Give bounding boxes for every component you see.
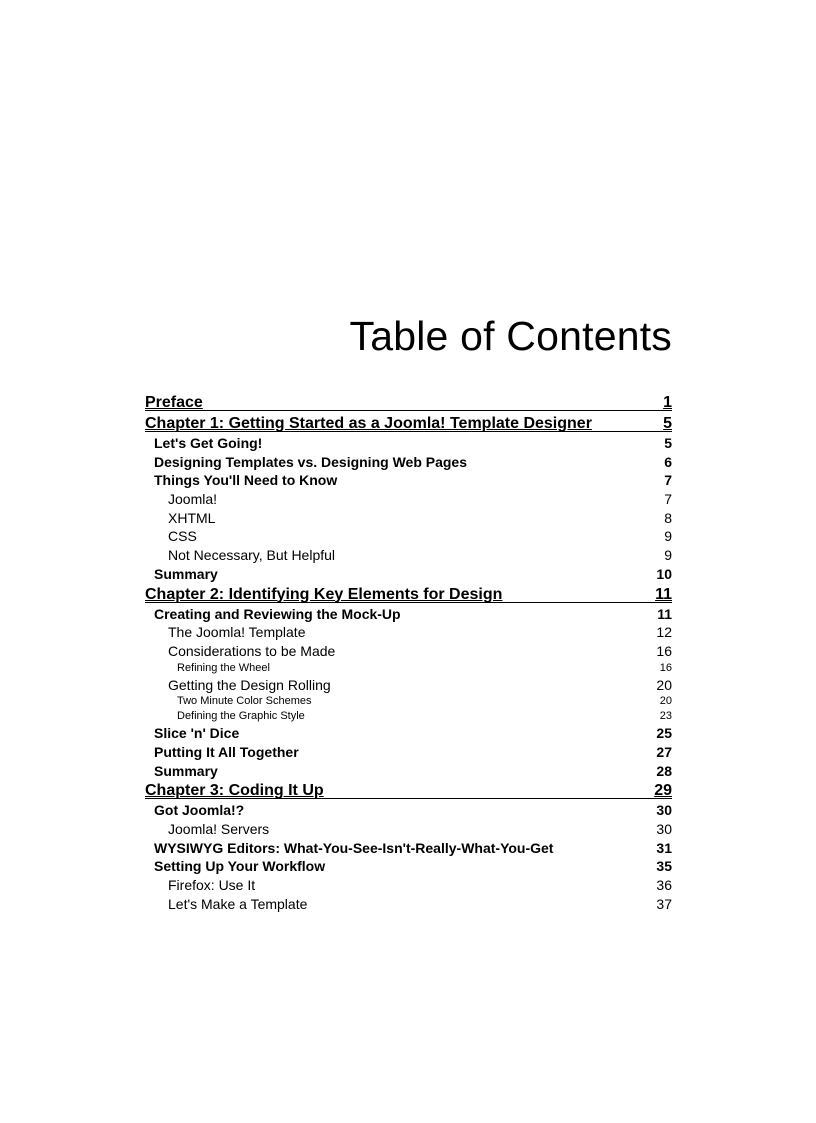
toc-entry-page-number: 23 [659,710,672,723]
toc-entry[interactable] [145,839,672,858]
toc-entry-page-number: 5 [664,435,672,451]
toc-entry-page-number: 7 [664,491,672,508]
toc-entry-title: Getting the Design Rolling [168,676,331,693]
toc-entry[interactable] [145,724,672,743]
toc-entry-page-number: 35 [656,858,672,875]
toc-entry-page-number: 6 [664,453,672,470]
toc-entry-title: Joomla! [168,491,218,508]
toc-chapter-entry[interactable] [145,413,672,434]
toc-entry-page-number: 11 [657,605,672,622]
toc-entry-title: Joomla! Servers [168,821,270,837]
toc-entry-title: Summary [154,762,218,779]
toc-entry-title: CSS [168,528,197,545]
toc-entry[interactable] [145,471,672,490]
toc-entry-title: Defining the Graphic Style [177,710,305,723]
toc-entry-title: WYSIWYG Editors: What-You-See-Isn't-Really-What-You-Get [154,839,554,856]
toc-entry[interactable] [145,676,672,695]
toc-entry-page-number: 25 [656,725,672,742]
toc-entry[interactable] [145,709,672,724]
toc-entry-title: Preface [145,394,203,411]
toc-chapter-entry[interactable] [145,780,672,801]
toc-entry[interactable] [145,605,672,624]
toc-entry-title: Designing Templates vs. Designing Web Pages [154,453,468,470]
toc-entry[interactable] [145,642,672,661]
toc-entry-title: Chapter 2: Identifying Key Elements for Design [145,585,503,603]
toc-entry-page-number: 8 [664,509,672,526]
toc-entry-page-number: 27 [656,743,672,760]
toc-entry[interactable] [145,801,672,820]
toc-entry[interactable] [145,565,672,584]
toc-entry-page-number: 16 [656,642,672,659]
page-title: Table of Contents [349,313,672,359]
toc-entry[interactable] [145,820,672,839]
toc-entry[interactable] [145,623,672,642]
toc-entry-page-number: 37 [656,895,672,912]
toc-entry-title: Two Minute Color Schemes [177,695,312,708]
toc-entry-page-number: 20 [656,676,672,693]
toc-entry-title: Firefox: Use It [168,877,256,894]
toc-entry[interactable] [145,743,672,762]
toc-entry[interactable] [145,876,672,895]
toc-entry-page-number: 9 [664,528,672,545]
toc-entry-page-number: 16 [659,661,672,674]
toc-entry-title: Got Joomla!? [154,802,245,819]
toc-entry[interactable] [145,509,672,528]
toc-entry-title: Let's Get Going! [154,435,263,451]
toc-entry-title: Slice 'n' Dice [154,725,240,742]
toc-entry-title: Considerations to be Made [168,642,336,659]
toc-entry[interactable] [145,527,672,546]
toc-entry-title: Things You'll Need to Know [154,472,338,489]
toc-chapter-entry[interactable] [145,584,672,605]
toc-entry-page-number: 11 [655,585,672,603]
toc-entry-title: Summary [154,565,218,582]
toc-entry-page-number: 9 [664,547,672,564]
toc-entry-title: Not Necessary, But Helpful [168,547,336,564]
toc-entry[interactable] [145,434,672,453]
toc-entry[interactable] [145,661,672,676]
toc-entry-page-number: 36 [656,877,672,894]
toc-entry-page-number: 5 [663,415,672,432]
toc-entry-page-number: 30 [656,802,672,819]
toc-entry-page-number: 10 [656,565,672,582]
toc-chapter-entry[interactable] [145,392,672,413]
toc-entry-title: XHTML [168,509,216,526]
toc-entry-page-number: 12 [656,624,672,641]
toc-entry-page-number: 7 [664,472,672,489]
toc-entry-title: Chapter 1: Getting Started as a Joomla! Template Designer [145,415,592,432]
toc-entry-title: The Joomla! Template [168,624,306,641]
toc-entry[interactable] [145,762,672,781]
toc-entry[interactable] [145,546,672,565]
toc-entry[interactable] [145,490,672,509]
toc-entry-page-number: 30 [656,821,672,837]
toc-entry-title: Putting It All Together [154,743,299,760]
toc-entry-title: Let's Make a Template [168,895,308,912]
toc-entry-title: Refining the Wheel [177,661,270,674]
toc-entry-page-number: 20 [659,695,672,708]
toc-entry-page-number: 1 [663,394,672,411]
toc-entry-page-number: 28 [656,762,672,779]
toc-list [145,392,672,913]
toc-entry[interactable] [145,453,672,472]
toc-entry[interactable] [145,694,672,709]
toc-entry-page-number: 29 [654,782,672,800]
toc-entry-page-number: 31 [656,839,672,856]
toc-entry-title: Setting Up Your Workflow [154,858,326,875]
toc-entry-title: Chapter 3: Coding It Up [145,782,324,800]
toc-entry[interactable] [145,857,672,876]
toc-entry-title: Creating and Reviewing the Mock-Up [154,605,401,622]
toc-entry[interactable] [145,895,672,914]
